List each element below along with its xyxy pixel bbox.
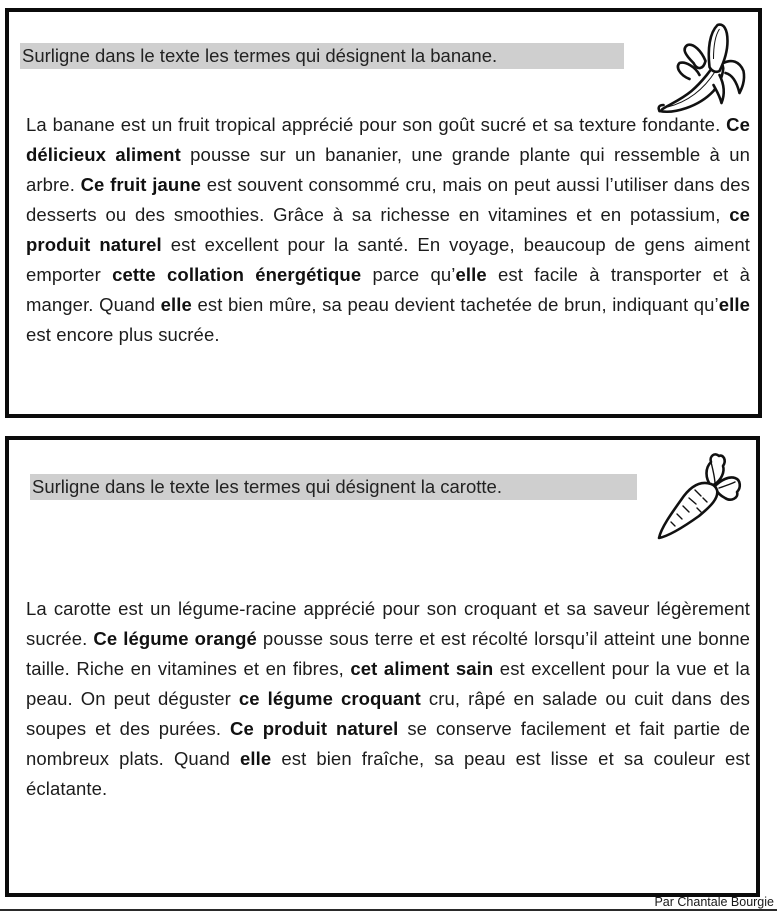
highlight-term[interactable]: ce légume croquant: [238, 688, 421, 709]
exercise-card-banana: [5, 8, 762, 418]
exercise-card-carrot: [5, 436, 760, 897]
highlight-term[interactable]: ce produit naturel: [26, 204, 750, 255]
author-credit: Par Chantale Bourgie: [654, 895, 774, 909]
text-run: est bien fraîche, sa peau est lisse et sa couleur est éclatante.: [26, 748, 750, 799]
highlight-term[interactable]: elle: [240, 748, 272, 769]
text-run: est souvent consommé cru, mais on peut aussi l’utiliser dans des desserts ou des smoothies. Grâce à sa richesse en vitamines et en potassium,: [26, 174, 750, 225]
highlight-term[interactable]: Ce délicieux aliment: [26, 114, 750, 165]
highlight-term[interactable]: cette collation énergétique: [112, 264, 362, 285]
reading-passage: [26, 594, 750, 804]
instruction-banner: Surligne dans le texte les termes qui désignent la carotte.: [30, 474, 637, 500]
banana-icon: [651, 19, 756, 119]
text-run: cru, râpé en salade ou cuit dans des soupes et des purées.: [26, 688, 751, 739]
text-run: est excellent pour la santé. En voyage, beaucoup de gens aiment emporter: [26, 234, 750, 285]
highlight-term[interactable]: elle: [160, 294, 192, 315]
text-run: La banane est un fruit tropical apprécié pour son goût sucré et sa texture fondante.: [26, 114, 727, 135]
highlight-term[interactable]: elle: [455, 264, 487, 285]
text-run: est encore plus sucrée.: [26, 324, 220, 345]
carrot-icon: [649, 450, 749, 545]
text-run: pousse sous terre et est récolté lorsqu’il atteint une bonne taille. Riche en vitamines et en fibres,: [26, 628, 750, 679]
text-run: se conserve facilement et fait partie de nombreux plats. Quand: [26, 718, 750, 769]
highlight-term[interactable]: cet aliment sain: [350, 658, 494, 679]
text-run: pousse sur un bananier, une grande plante qui ressemble à un arbre.: [26, 144, 750, 195]
highlight-term[interactable]: Ce produit naturel: [230, 718, 399, 739]
instruction-banner: Surligne dans le texte les termes qui désignent la banane.: [20, 43, 624, 69]
highlight-term[interactable]: elle: [718, 294, 750, 315]
highlight-term[interactable]: Ce légume orangé: [93, 628, 257, 649]
text-run: est facile à transporter et à manger. Quand: [26, 264, 751, 315]
text-run: parce qu’: [361, 264, 456, 285]
text-run: est bien mûre, sa peau devient tachetée de brun, indiquant qu’: [191, 294, 719, 315]
reading-passage: [26, 110, 750, 350]
text-run: La carotte est un légume-racine apprécié pour son croquant et sa saveur légèrement sucrée.: [26, 598, 750, 649]
text-run: est excellent pour la vue et la peau. On peut déguster: [26, 658, 750, 709]
highlight-term[interactable]: Ce fruit jaune: [80, 174, 202, 195]
